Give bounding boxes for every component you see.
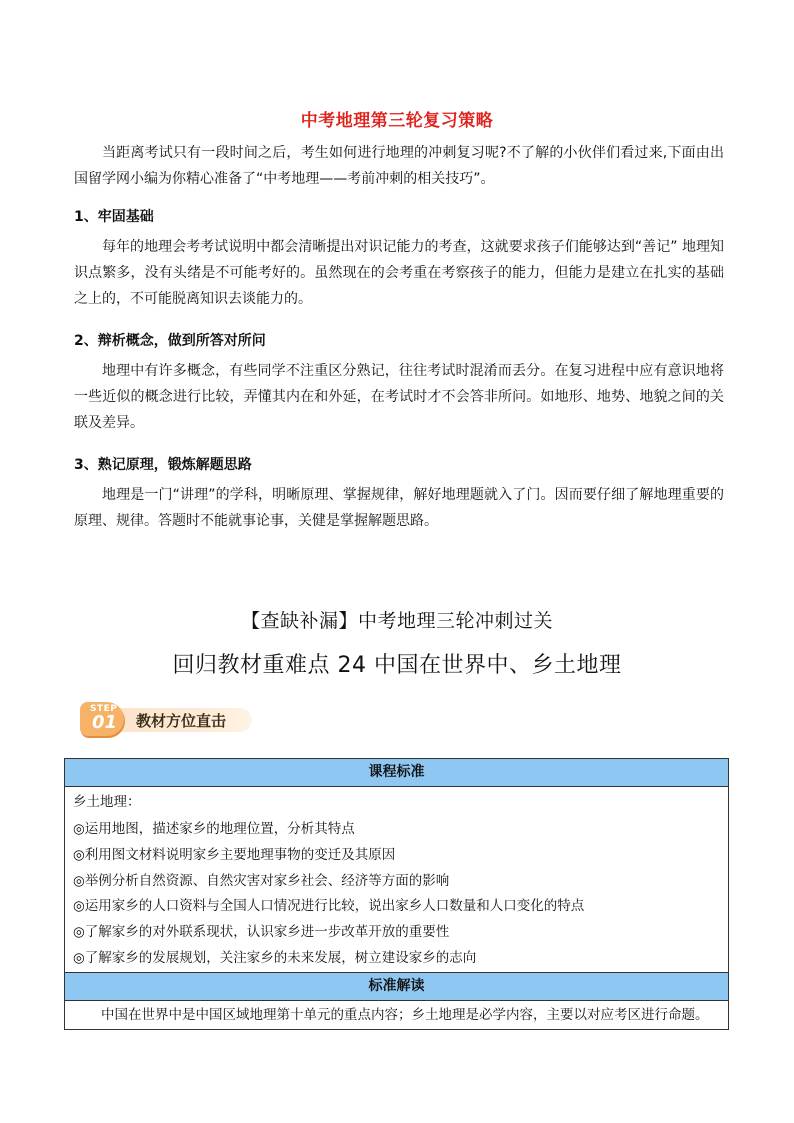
article-title: 中考地理第三轮复习策略 [300,111,494,131]
step-label: 教材方位直击 [136,712,227,730]
curriculum-item: ◎举例分析自然资源、自然灾害对家乡社会、经济等方面的影响 [73,872,450,889]
lesson-title: 回归教材重难点 24 中国在世界中、乡土地理 [172,653,622,678]
interpretation-header: 标准解读 [65,972,729,1000]
curriculum-item: ◎了解家乡的对外联系现状，认识家乡进一步改革开放的重要性 [73,924,450,941]
section-3-heading: 3、熟记原理，锻炼解题思路 [74,457,252,473]
section-2-heading: 2、辩析概念，做到所答对所问 [74,333,266,349]
step-badge [80,702,252,740]
step-circle-icon [80,702,124,736]
section-3-body: 地理是一门“讲理”的学科，明晰原理、掌握规律，解好地理题就入了门。因而要仔细了解地理重要的原理、规律。答题时不能就事论事，关健是掌握解题思路。 [74,487,724,529]
series-title: 【查缺补漏】中考地理三轮冲刺过关 [240,610,553,632]
section-1-heading: 1、牢固基础 [74,209,154,225]
interpretation-text: 中国在世界中是中国区域地理第十单元的重点内容；乡土地理是必学内容，主要以对应考区进行命题。 [101,1006,709,1023]
curriculum-item: ◎运用家乡的人口资料与全国人口情况进行比较，说出家乡人口数量和人口变化的特点 [73,898,585,915]
curriculum-header: 课程标准 [65,759,729,787]
interpretation-body [65,1000,729,1029]
intro-paragraph: 当距离考试只有一段时间之后，考生如何进行地理的冲刺复习呢?不了解的小伙伴们看过来,下面由出国留学网小编为你精心准备了“中考地理——考前冲刺的相关技巧”。 [74,145,724,187]
section-2-body: 地理中有许多概念，有些同学不注重区分熟记，往往考试时混淆而丢分。在复习进程中应有意识地将一些近似的概念进行比较，弄懂其内在和外延，在考试时才不会答非所问。如地形、地势、地貌之间的关联及差异。 [74,363,724,431]
curriculum-item: ◎运用地图，描述家乡的地理位置，分析其特点 [73,821,355,837]
curriculum-table [64,758,729,1030]
curriculum-item: ◎利用图文材料说明家乡主要地理事物的变迁及其原因 [73,846,396,863]
step-word: STEP [90,704,118,714]
curriculum-intro-line: 乡土地理： [73,794,141,810]
section-1-body: 每年的地理会考考试说明中都会清晰提出对识记能力的考查，这就要求孩子们能够达到“善记” 地理知识点繁多，没有头绪是不可能考好的。虽然现在的会考重在考察孩子的能力，但能力是建立在扎实的基础之上的，不可能脱离知识去谈能力的。 [74,239,724,307]
step-number: 01 [92,712,118,733]
curriculum-body [65,787,729,973]
curriculum-item: ◎了解家乡的发展规划，关注家乡的未来发展，树立建设家乡的志向 [73,949,477,966]
